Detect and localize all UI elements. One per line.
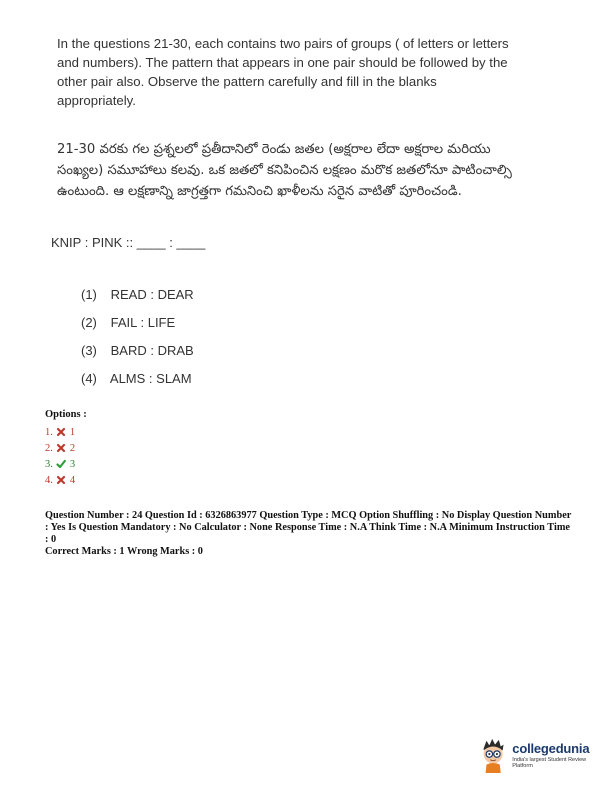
- instruction-telugu: 21-30 వరకు గల ప్రశ్నలలో ప్రతీదానిలో రెండు జతల (అక్షరాల లేదా అక్షరాల మరియు సంఖ్యల) సమూహాలు కలవు. ఒక జతలో కనిపించిన లక్షణం మరొక జతలోనూ పాటించాల్సి ఉంటుంది. ఆ లక్షణాన్ని జాగ్రత్తగా గమనించి ఖాళీలను సరైన వాటితో పూరించండి.: [57, 142, 512, 199]
- cross-icon: [56, 443, 66, 453]
- check-icon: [56, 459, 66, 469]
- option-index: 3.: [45, 458, 53, 470]
- choice-text: FAIL : LIFE: [110, 315, 176, 330]
- marks-line: Correct Marks : 1 Wrong Marks : 0: [45, 546, 203, 557]
- options-block: [45, 409, 87, 488]
- option-index: 2.: [45, 442, 53, 454]
- option-value: 2: [69, 442, 76, 454]
- option-index: 4.: [45, 474, 53, 486]
- choice-number: (1): [81, 287, 97, 302]
- option-value: 3: [69, 458, 76, 470]
- choice-text: ALMS : SLAM: [109, 371, 192, 386]
- cross-icon: [56, 427, 66, 437]
- logo-name: collegedunia: [512, 741, 590, 756]
- choice-text: BARD : DRAB: [110, 343, 194, 358]
- choice-item: [81, 371, 194, 399]
- choice-text: READ : DEAR: [110, 287, 194, 302]
- choice-item: [81, 287, 194, 315]
- choice-number: (4): [81, 371, 97, 386]
- option-row: [45, 424, 87, 440]
- option-row: [45, 472, 87, 488]
- option-row: [45, 440, 87, 456]
- question-metadata: [45, 510, 575, 558]
- option-value: 4: [69, 474, 76, 486]
- option-index: 1.: [45, 426, 53, 438]
- option-row-correct: [45, 456, 87, 472]
- collegedunia-logo: [478, 735, 603, 775]
- choice-item: [81, 315, 194, 343]
- choice-number: (2): [81, 315, 97, 330]
- option-value: 1: [69, 426, 76, 438]
- metadata-details: Question Number : 24 Question Id : 6326863977 Question Type : MCQ Option Shuffling : No Display Question Number : Yes Is Question Mandatory : No Calculator : None Response Time : N.A Think Time : N.A Minimum Instruction Time : 0: [45, 510, 572, 545]
- instruction-english: In the questions 21-30, each contains two pairs of groups ( of letters or letters and numbers). The pattern that appears in one pair should be followed by the other pair also. Observe the pattern carefully and fill in the blanks appropriately.: [57, 36, 509, 108]
- choice-item: [81, 343, 194, 371]
- choice-number: (3): [81, 343, 97, 358]
- logo-tagline: India's largest Student Review Platform: [512, 757, 587, 769]
- cross-icon: [56, 475, 66, 485]
- student-mascot-icon: [478, 736, 508, 774]
- question-text: KNIP : PINK :: ____ : ____: [51, 235, 206, 250]
- answer-choices: [81, 287, 194, 399]
- options-title: Options :: [45, 409, 87, 420]
